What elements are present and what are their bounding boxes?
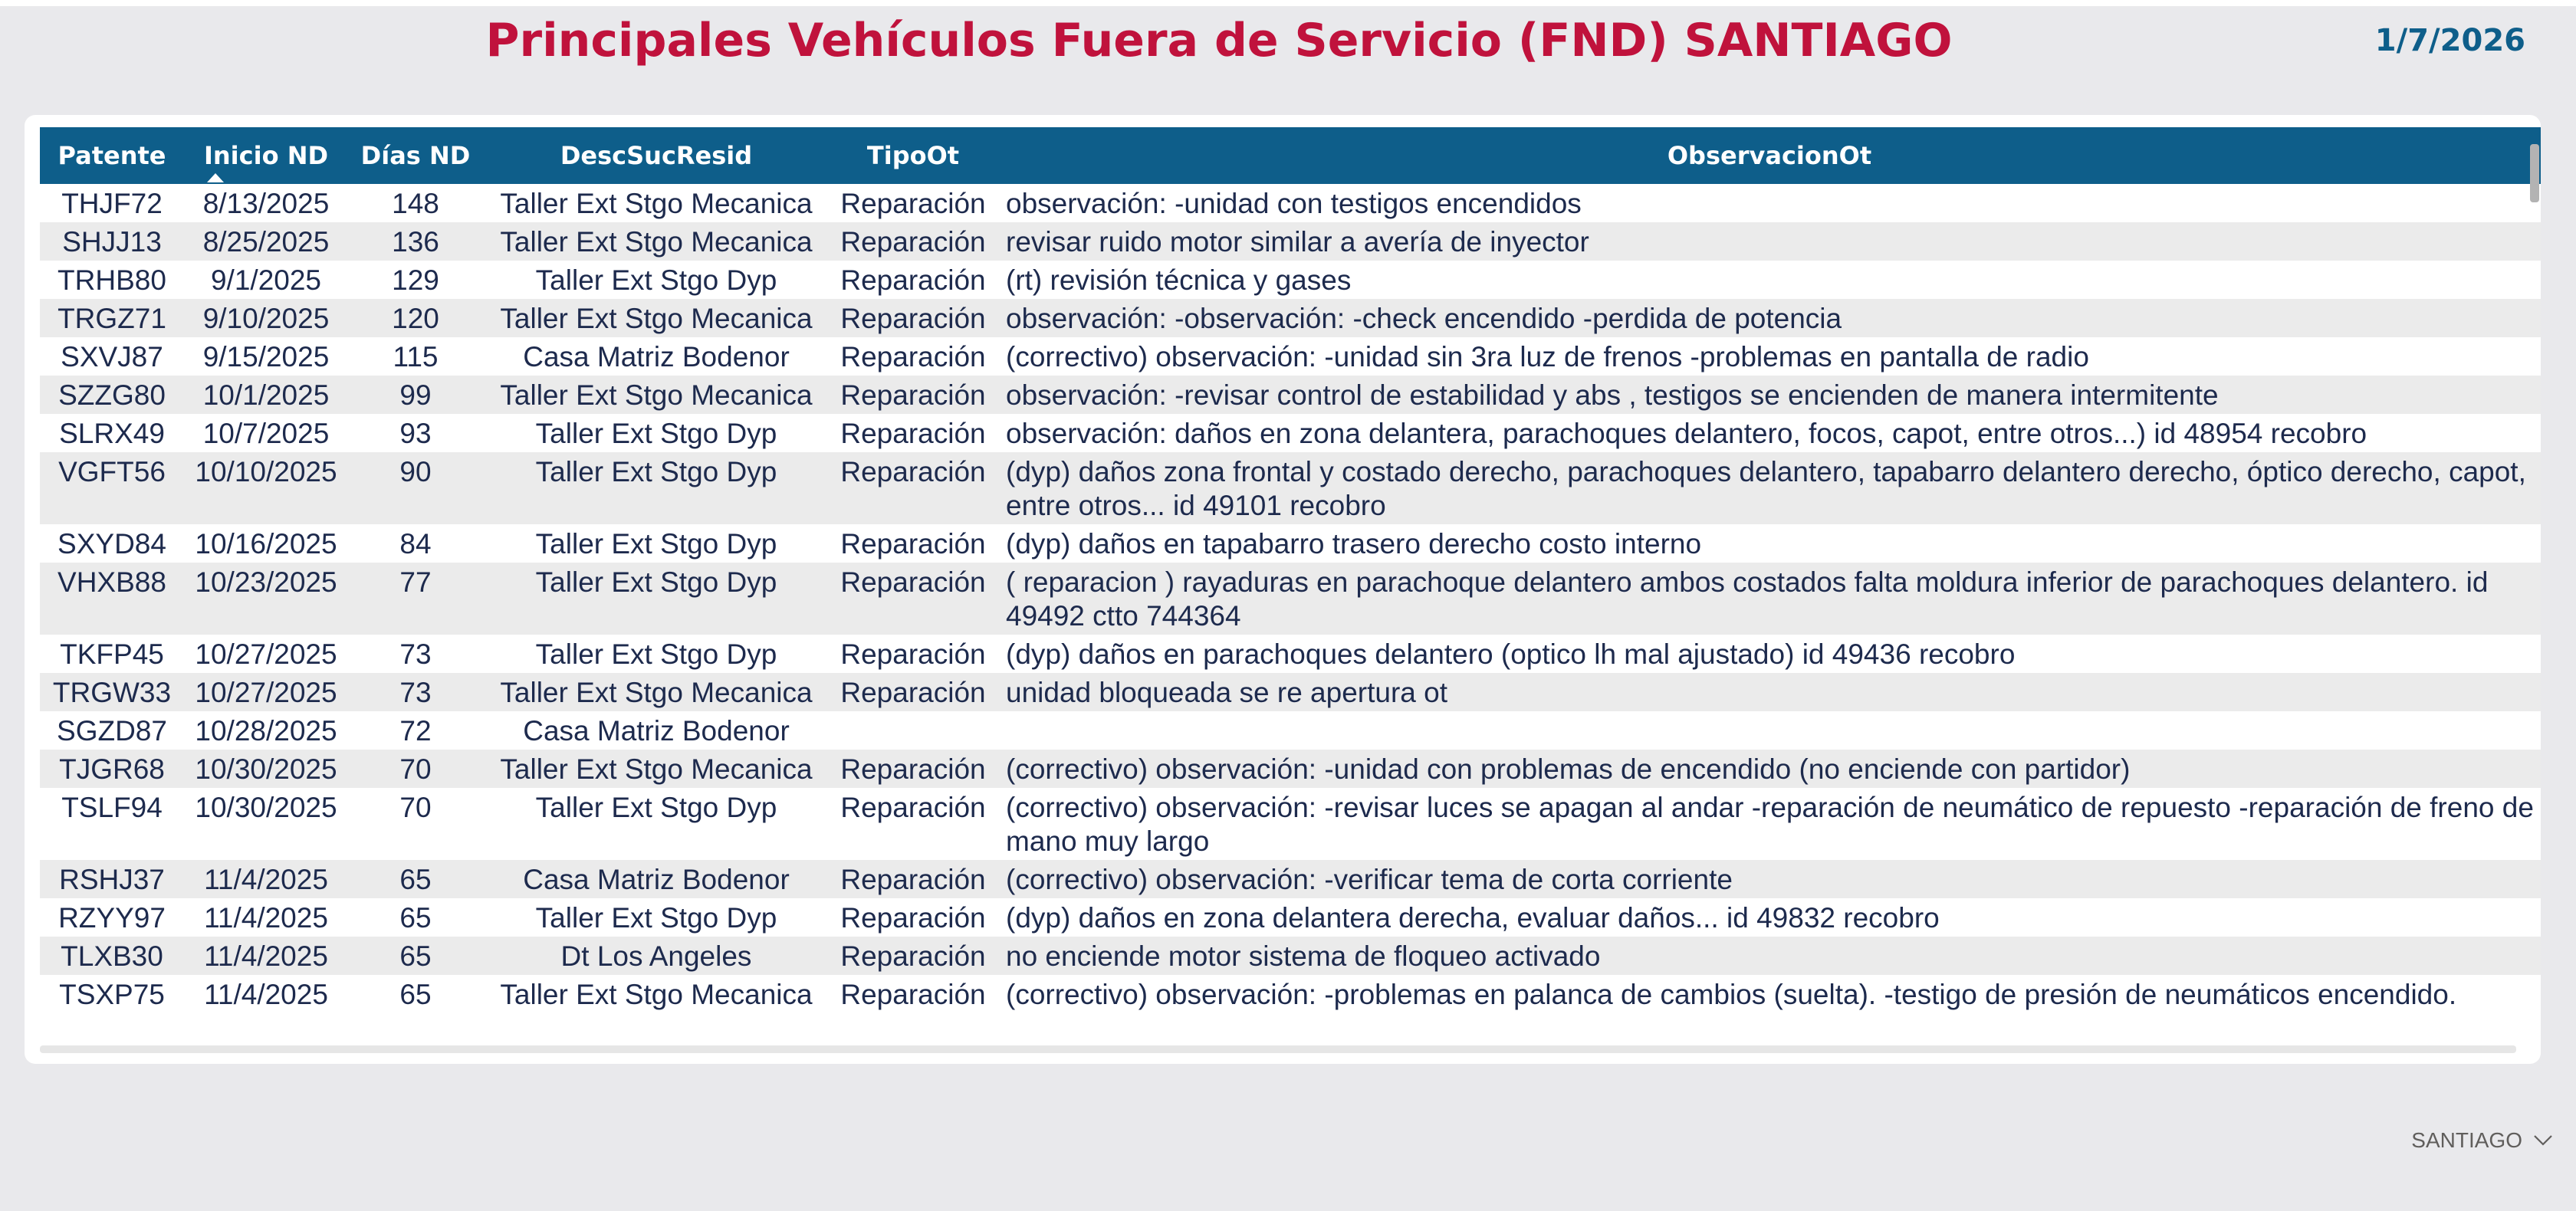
cell-observacionot: ( reparacion ) rayaduras en parachoque delantero ambos costados falta moldura inferior de parachoques delantero. id 49492 ctto 744364 xyxy=(997,563,2541,635)
cell-inicio-nd: 9/1/2025 xyxy=(184,261,348,299)
cell-tipoot: Reparación xyxy=(830,184,997,222)
table-row[interactable] xyxy=(40,937,2541,975)
cell-inicio-nd: 10/30/2025 xyxy=(184,788,348,860)
top-strip xyxy=(0,0,2576,6)
cell-inicio-nd: 11/4/2025 xyxy=(184,937,348,975)
cell-inicio-nd: 10/28/2025 xyxy=(184,711,348,750)
region-filter-value: SANTIAGO xyxy=(2411,1128,2522,1152)
cell-observacionot: (correctivo) observación: -revisar luces se apagan al andar -reparación de neumático de repuesto -reparación de freno de mano muy largo xyxy=(997,788,2541,860)
cell-descsucresid: Taller Ext Stgo Dyp xyxy=(483,788,830,860)
cell-tipoot: Reparación xyxy=(830,788,997,860)
cell-inicio-nd: 9/15/2025 xyxy=(184,337,348,376)
table-row[interactable] xyxy=(40,299,2541,337)
cell-descsucresid: Taller Ext Stgo Mecanica xyxy=(483,975,830,1013)
cell-inicio-nd: 10/10/2025 xyxy=(184,452,348,524)
table-row[interactable] xyxy=(40,563,2541,635)
table-header-row xyxy=(40,127,2541,184)
cell-observacionot: (correctivo) observación: -unidad con problemas de encendido (no enciende con partidor) xyxy=(997,750,2541,788)
cell-dias-nd: 129 xyxy=(348,261,483,299)
cell-observacionot xyxy=(997,711,2541,750)
cell-dias-nd: 73 xyxy=(348,635,483,673)
report-date: 1/7/2026 xyxy=(2374,23,2525,58)
data-grid xyxy=(40,127,2541,1062)
cell-dias-nd: 65 xyxy=(348,860,483,898)
table-row[interactable] xyxy=(40,898,2541,937)
cell-patente: SGZD87 xyxy=(40,711,184,750)
cell-observacionot: revisar ruido motor similar a avería de inyector xyxy=(997,222,2541,261)
cell-descsucresid: Casa Matriz Bodenor xyxy=(483,337,830,376)
table-row[interactable] xyxy=(40,860,2541,898)
cell-dias-nd: 115 xyxy=(348,337,483,376)
cell-tipoot: Reparación xyxy=(830,898,997,937)
table-row[interactable] xyxy=(40,414,2541,452)
cell-patente: TRHB80 xyxy=(40,261,184,299)
vertical-scrollbar[interactable] xyxy=(2530,127,2541,1047)
cell-dias-nd: 72 xyxy=(348,711,483,750)
column-header-tipoot[interactable]: TipoOt xyxy=(830,127,997,184)
cell-observacionot: observación: -revisar control de estabilidad y abs , testigos se encienden de manera intermitente xyxy=(997,376,2541,414)
cell-patente: TJGR68 xyxy=(40,750,184,788)
cell-dias-nd: 120 xyxy=(348,299,483,337)
table-row[interactable] xyxy=(40,788,2541,860)
cell-tipoot: Reparación xyxy=(830,376,997,414)
cell-descsucresid: Taller Ext Stgo Dyp xyxy=(483,563,830,635)
cell-tipoot: Reparación xyxy=(830,563,997,635)
cell-observacionot: observación: daños en zona delantera, parachoques delantero, focos, capot, entre otros...) id 48954 recobro xyxy=(997,414,2541,452)
cell-patente: VGFT56 xyxy=(40,452,184,524)
cell-tipoot: Reparación xyxy=(830,337,997,376)
table-row[interactable] xyxy=(40,711,2541,750)
cell-descsucresid: Taller Ext Stgo Mecanica xyxy=(483,299,830,337)
cell-tipoot xyxy=(830,711,997,750)
cell-tipoot: Reparación xyxy=(830,673,997,711)
cell-tipoot: Reparación xyxy=(830,452,997,524)
cell-descsucresid: Taller Ext Stgo Mecanica xyxy=(483,673,830,711)
column-header-inicio-nd[interactable] xyxy=(184,127,348,184)
cell-descsucresid: Taller Ext Stgo Mecanica xyxy=(483,750,830,788)
cell-patente: TLXB30 xyxy=(40,937,184,975)
cell-tipoot: Reparación xyxy=(830,635,997,673)
column-header-observacionot[interactable]: ObservacionOt xyxy=(997,127,2541,184)
table-row[interactable] xyxy=(40,673,2541,711)
cell-inicio-nd: 9/10/2025 xyxy=(184,299,348,337)
vertical-scrollbar-thumb[interactable] xyxy=(2530,144,2539,202)
cell-descsucresid: Taller Ext Stgo Dyp xyxy=(483,414,830,452)
cell-tipoot: Reparación xyxy=(830,750,997,788)
table-row[interactable] xyxy=(40,222,2541,261)
cell-patente: TRGW33 xyxy=(40,673,184,711)
cell-observacionot: (correctivo) observación: -problemas en palanca de cambios (suelta). -testigo de presión de neumáticos encendido. xyxy=(997,975,2541,1013)
cell-dias-nd: 77 xyxy=(348,563,483,635)
cell-descsucresid: Taller Ext Stgo Mecanica xyxy=(483,222,830,261)
cell-descsucresid: Taller Ext Stgo Dyp xyxy=(483,898,830,937)
cell-tipoot: Reparación xyxy=(830,937,997,975)
table-row[interactable] xyxy=(40,975,2541,1013)
cell-observacionot: (dyp) daños en zona delantera derecha, evaluar daños... id 49832 recobro xyxy=(997,898,2541,937)
cell-dias-nd: 90 xyxy=(348,452,483,524)
cell-inicio-nd: 10/1/2025 xyxy=(184,376,348,414)
cell-inicio-nd: 11/4/2025 xyxy=(184,898,348,937)
cell-descsucresid: Taller Ext Stgo Mecanica xyxy=(483,376,830,414)
table-row[interactable] xyxy=(40,261,2541,299)
cell-patente: SXVJ87 xyxy=(40,337,184,376)
cell-dias-nd: 65 xyxy=(348,975,483,1013)
cell-dias-nd: 99 xyxy=(348,376,483,414)
cell-descsucresid: Casa Matriz Bodenor xyxy=(483,711,830,750)
cell-inicio-nd: 10/23/2025 xyxy=(184,563,348,635)
column-header-dias-nd[interactable]: Días ND xyxy=(348,127,483,184)
cell-patente: TRGZ71 xyxy=(40,299,184,337)
cell-patente: SZZG80 xyxy=(40,376,184,414)
sort-ascending-icon xyxy=(207,173,224,182)
cell-dias-nd: 65 xyxy=(348,937,483,975)
cell-dias-nd: 70 xyxy=(348,788,483,860)
cell-observacionot: (correctivo) observación: -verificar tema de corta corriente xyxy=(997,860,2541,898)
cell-observacionot: observación: -unidad con testigos encendidos xyxy=(997,184,2541,222)
cell-descsucresid: Taller Ext Stgo Mecanica xyxy=(483,184,830,222)
cell-inicio-nd: 11/4/2025 xyxy=(184,975,348,1013)
cell-tipoot: Reparación xyxy=(830,524,997,563)
cell-tipoot: Reparación xyxy=(830,975,997,1013)
column-header-patente[interactable]: Patente xyxy=(40,127,184,184)
cell-descsucresid: Taller Ext Stgo Dyp xyxy=(483,261,830,299)
cell-observacionot: unidad bloqueada se re apertura ot xyxy=(997,673,2541,711)
horizontal-scrollbar[interactable] xyxy=(40,1045,2516,1053)
cell-observacionot: observación: -observación: -check encendido -perdida de potencia xyxy=(997,299,2541,337)
cell-dias-nd: 84 xyxy=(348,524,483,563)
cell-observacionot: (dyp) daños zona frontal y costado derecho, parachoques delantero, tapabarro delantero derecho, óptico derecho, capot, entre otros... id 49101 recobro xyxy=(997,452,2541,524)
cell-tipoot: Reparación xyxy=(830,222,997,261)
cell-patente: SLRX49 xyxy=(40,414,184,452)
cell-inicio-nd: 8/25/2025 xyxy=(184,222,348,261)
column-header-descsucresid[interactable]: DescSucResid xyxy=(483,127,830,184)
table-row[interactable] xyxy=(40,376,2541,414)
cell-descsucresid: Taller Ext Stgo Dyp xyxy=(483,452,830,524)
cell-dias-nd: 136 xyxy=(348,222,483,261)
cell-patente: TKFP45 xyxy=(40,635,184,673)
cell-descsucresid: Taller Ext Stgo Dyp xyxy=(483,635,830,673)
cell-dias-nd: 93 xyxy=(348,414,483,452)
cell-tipoot: Reparación xyxy=(830,414,997,452)
cell-patente: TSXP75 xyxy=(40,975,184,1013)
cell-dias-nd: 65 xyxy=(348,898,483,937)
cell-inicio-nd: 10/30/2025 xyxy=(184,750,348,788)
cell-observacionot: no enciende motor sistema de floqueo activado xyxy=(997,937,2541,975)
cell-descsucresid: Dt Los Angeles xyxy=(483,937,830,975)
page-title: Principales Vehículos Fuera de Servicio (FND) SANTIAGO xyxy=(485,14,1953,67)
cell-tipoot: Reparación xyxy=(830,860,997,898)
cell-inicio-nd: 10/27/2025 xyxy=(184,635,348,673)
cell-patente: RSHJ37 xyxy=(40,860,184,898)
cell-patente: SXYD84 xyxy=(40,524,184,563)
chevron-down-icon xyxy=(2533,1134,2553,1147)
cell-descsucresid: Casa Matriz Bodenor xyxy=(483,860,830,898)
cell-patente: VHXB88 xyxy=(40,563,184,635)
cell-tipoot: Reparación xyxy=(830,261,997,299)
cell-inicio-nd: 10/16/2025 xyxy=(184,524,348,563)
vehicles-table xyxy=(40,127,2541,1013)
cell-observacionot: (rt) revisión técnica y gases xyxy=(997,261,2541,299)
table-row[interactable] xyxy=(40,184,2541,222)
table-row[interactable] xyxy=(40,337,2541,376)
cell-patente: RZYY97 xyxy=(40,898,184,937)
cell-patente: TSLF94 xyxy=(40,788,184,860)
cell-patente: SHJJ13 xyxy=(40,222,184,261)
region-filter-dropdown[interactable] xyxy=(2411,1128,2553,1153)
cell-dias-nd: 73 xyxy=(348,673,483,711)
cell-dias-nd: 148 xyxy=(348,184,483,222)
cell-inicio-nd: 8/13/2025 xyxy=(184,184,348,222)
cell-observacionot: (dyp) daños en parachoques delantero (optico lh mal ajustado) id 49436 recobro xyxy=(997,635,2541,673)
table-row[interactable] xyxy=(40,635,2541,673)
cell-inicio-nd: 10/7/2025 xyxy=(184,414,348,452)
cell-tipoot: Reparación xyxy=(830,299,997,337)
table-row[interactable] xyxy=(40,524,2541,563)
cell-dias-nd: 70 xyxy=(348,750,483,788)
cell-inicio-nd: 10/27/2025 xyxy=(184,673,348,711)
table-row[interactable] xyxy=(40,750,2541,788)
table-body xyxy=(40,184,2541,1013)
cell-observacionot: (dyp) daños en tapabarro trasero derecho costo interno xyxy=(997,524,2541,563)
column-header-label: Inicio ND xyxy=(203,141,329,170)
table-card xyxy=(25,115,2541,1064)
cell-descsucresid: Taller Ext Stgo Dyp xyxy=(483,524,830,563)
cell-inicio-nd: 11/4/2025 xyxy=(184,860,348,898)
cell-patente: THJF72 xyxy=(40,184,184,222)
table-row[interactable] xyxy=(40,452,2541,524)
cell-observacionot: (correctivo) observación: -unidad sin 3ra luz de frenos -problemas en pantalla de radio xyxy=(997,337,2541,376)
